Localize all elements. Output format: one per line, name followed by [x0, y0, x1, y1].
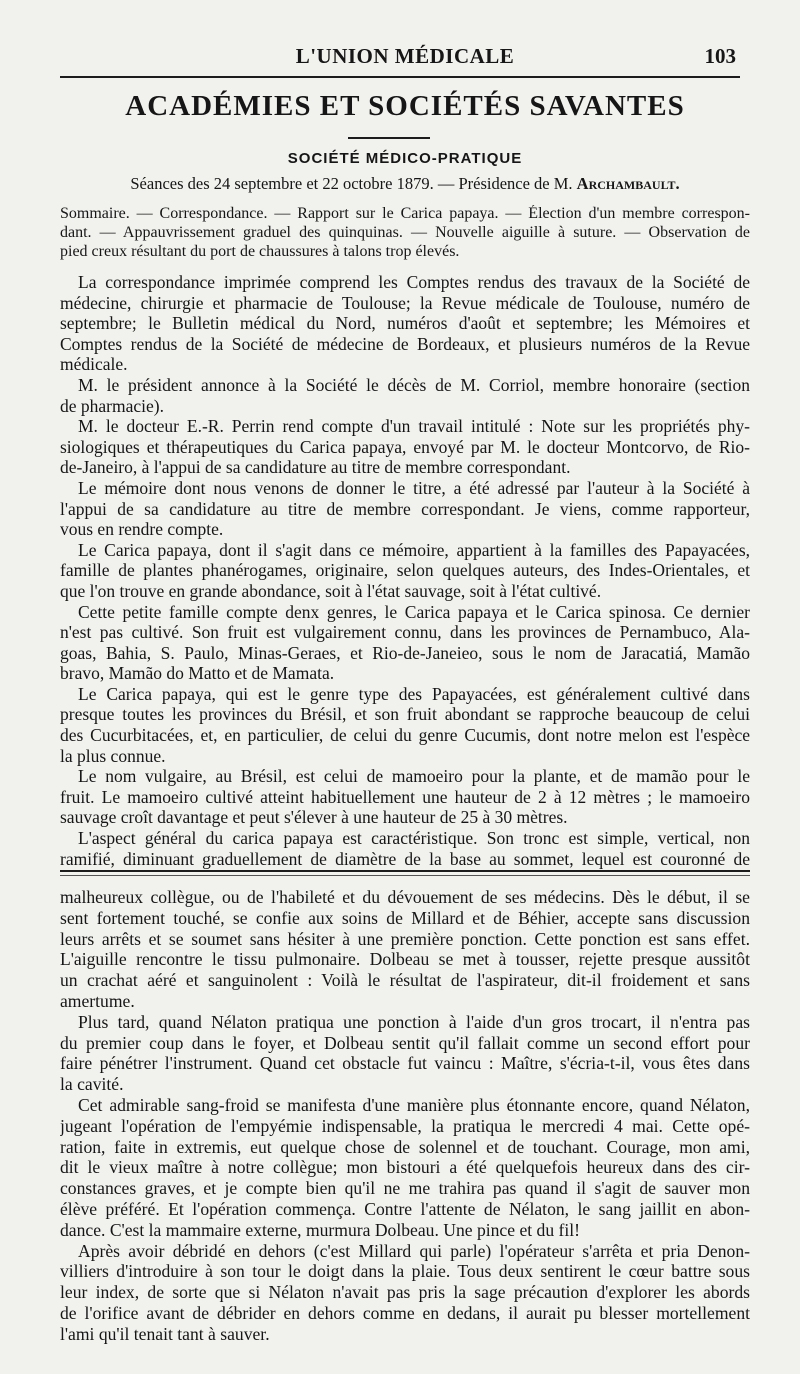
text-line: Cette petite famille compte denx genres, le Carica papaya et le Carica spinosa. Ce dernier [78, 601, 750, 622]
text-line: Le nom vulgaire, au Brésil, est celui de mamoeiro pour la plante, et de mamão pour le [78, 766, 750, 787]
text-line: la cavité. [60, 1074, 124, 1095]
text-line: de l'orifice avant de débrider en dehors comme en dedans, il aurait pu blesser mortellement [60, 1302, 750, 1323]
text-line: ramifié, diminuant graduellement de diamètre de la base au sommet, lequel est couronné de [60, 848, 750, 869]
text-line: médecine, chirurgie et pharmacie de Toulouse; la Revue médicale de Toulouse, numéro de [60, 292, 750, 313]
text-line: dit le vieux maître à notre collègue; mon bistouri a été quelquefois heureux dans des cir- [60, 1157, 750, 1178]
society-title: SOCIÉTÉ MÉDICO-PRATIQUE [287, 150, 523, 167]
text-line: faire pénétrer l'instrument. Quand cet obstacle fut vaincu : Maître, s'écria-t-il, vous êtes dans [60, 1053, 750, 1074]
text-line: M. le président annonce à la Société le décès de M. Corriol, membre honoraire (section [78, 374, 750, 395]
text-line: l'ami qu'il tenait tant à sauver. [60, 1323, 270, 1344]
text-line: La correspondance imprimée comprend les Comptes rendus des travaux de la Société de [78, 272, 750, 292]
sommaire-line: pied creux résultant du port de chaussures à talons trop élevés. [60, 242, 460, 260]
text-line: presque toutes les provinces du Brésil, et son fruit abondant se rapproche beaucoup de celui [60, 704, 750, 725]
text-line: constances graves, et je compte bien qu'il ne me trahira pas quand il s'agit de sauver mon [60, 1178, 750, 1199]
text-line: n'est pas cultivé. Son fruit est vulgairement connu, dans les provinces de Pernambuco, Ala- [60, 622, 750, 643]
section-title: ACADÉMIES ET SOCIÉTÉS SAVANTES [125, 90, 685, 122]
text-line: L'aspect général du carica papaya est caractéristique. Son tronc est simple, vertical, non [78, 828, 750, 849]
text-line: fruit. Le mamoeiro cultivé atteint habituellement une hauteur de 2 à 12 mètres ; le mamoeiro [60, 786, 750, 807]
header-rule [60, 76, 740, 78]
text-line: Le mémoire dont nous venons de donner le titre, a été adressé par l'auteur à la Société à [78, 477, 750, 498]
text-line: famille de plantes phanérogames, originaire, selon quelques auteurs, des Indes-Orientales, et [60, 560, 750, 581]
text-line: Après avoir débridé en dehors (c'est Millard qui parle) l'opérateur s'arrêta et pria Denon- [78, 1240, 750, 1261]
running-title: L'UNION MÉDICALE [295, 44, 515, 68]
text-line: Comptes rendus de la Société de médecine de Bordeaux, et plusieurs numéros de la Revue [60, 333, 750, 354]
text-line: Le Carica papaya, qui est le genre type des Papayacées, est généralement cultivé dans [78, 683, 750, 704]
title-rule [348, 137, 430, 139]
text-line: leurs arrêts et se soumet sans hésiter à une première ponction. Cette ponction est sans effet. [60, 928, 750, 949]
text-line: que l'on trouve en grande abondance, soit à l'état sauvage, soit à l'état cultivé. [60, 580, 602, 601]
text-line: jugeant l'opération de l'empyémie indispensable, la pratiqua le mercredi 4 mai. Cette opé- [60, 1115, 750, 1136]
text-line: l'appui de sa candidature au titre de membre correspondant. Je viens, comme rapporteur, [60, 498, 750, 519]
text-line: bravo, Mamão do Matto et de Mamata. [60, 663, 335, 684]
text-line: du premier coup dans le foyer, et Dolbeau sentit qu'il fallait comme un second effort pour [60, 1032, 750, 1053]
column-separator-rule-thin [60, 875, 750, 876]
page-number: 103 [704, 44, 736, 68]
article-body [60, 272, 750, 869]
text-line: L'aiguille rencontre le tissu pulmonaire. Dolbeau se met à tousser, rejette presque aussitôt [60, 949, 750, 970]
sommaire [60, 205, 750, 261]
text-line: ration, faite in extremis, eut quelque chose de solennel et de touchant. Courage, mon ami, [60, 1136, 750, 1157]
text-line: vous en rendre compte. [60, 519, 224, 540]
sommaire-line: dant. — Appauvrissement graduel des quinquinas. — Nouvelle aiguille à suture. — Observation de [60, 223, 750, 241]
session-line [60, 174, 750, 194]
text-line: Le Carica papaya, dont il s'agit dans ce mémoire, appartient à la familles des Papayacées, [78, 539, 750, 560]
session-text: Séances des 24 septembre et 22 octobre 1879. — Présidence de M. [130, 174, 573, 193]
text-line: M. le docteur E.-R. Perrin rend compte d'un travail intitulé : Note sur les propriétés phy- [78, 416, 750, 437]
text-line: Cet admirable sang-froid se manifesta d'une manière plus étonnante encore, quand Nélaton, [78, 1094, 750, 1115]
text-line: leur index, de sorte que si Nélaton n'avait pas pris la sage précaution d'explorer les abords [60, 1282, 750, 1303]
text-line: villiers d'introduire à son tour le doigt dans la plaie. Tous deux sentirent le cœur battre sous [60, 1261, 750, 1282]
text-line: Plus tard, quand Nélaton pratiqua une ponction à l'aide d'un gros trocart, il n'entra pas [78, 1011, 750, 1032]
text-line: amertume. [60, 990, 135, 1011]
text-line: siologiques et thérapeutiques du Carica papaya, envoyé par M. le docteur Montcorvo, de Rio- [60, 436, 750, 457]
president-name: Archambault. [576, 174, 680, 193]
text-line: septembre; le Bulletin médical du Nord, numéros d'août et septembre; les Mémoires et [60, 313, 750, 334]
text-line: des Cucurbitacées, et, en particulier, de celui du genre Cucumis, dont notre melon est l'espèce [60, 725, 750, 746]
column-separator-rule [60, 870, 750, 872]
sommaire-line: Sommaire. — Correspondance. — Rapport sur le Carica papaya. — Élection d'un membre correspon- [60, 205, 750, 222]
feuilleton-body [60, 887, 750, 1345]
text-line: malheureux collègue, ou de l'habileté et du dévouement de ses médecins. Dès le début, il se [60, 887, 750, 907]
running-header [60, 38, 750, 72]
text-line: goas, Bahia, S. Paulo, Minas-Geraes, et Rio-de-Janeieo, sous le nom de Jaracatiá, Mamão [60, 642, 750, 663]
text-line: sauvage croît davantage et peut s'élever à une hauteur de 25 à 30 mètres. [60, 807, 568, 828]
text-line: de pharmacie). [60, 395, 164, 416]
text-line: élève préféré. Et l'opération commença. Contre l'attente de Nélaton, le sang jaillit en abon- [60, 1198, 750, 1219]
text-line: médicale. [60, 354, 128, 375]
text-line: de-Janeiro, à l'appui de sa candidature au titre de membre correspondant. [60, 457, 571, 478]
text-line: un crachat aéré et sanguinolent : Voilà le résultat de l'aspirateur, dit-il froidement et sans [60, 970, 750, 991]
text-line: sent fortement touché, se confie aux soins de Millard et de Béhier, accepte sans discussion [60, 907, 750, 928]
text-line: la plus connue. [60, 745, 166, 766]
text-line: dance. C'est la mammaire externe, murmura Dolbeau. Une pince et du fil! [60, 1219, 581, 1240]
